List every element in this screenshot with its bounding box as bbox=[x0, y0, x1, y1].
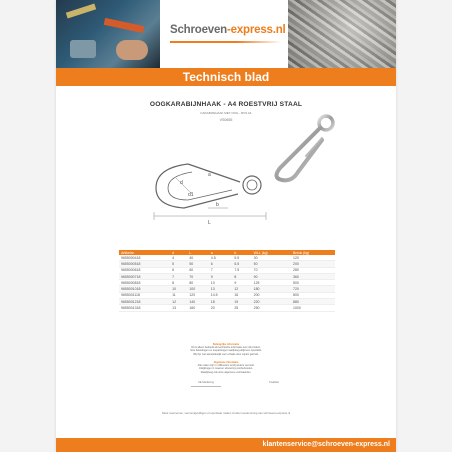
signature-left-label: CE Markering bbox=[198, 381, 214, 384]
logo-area bbox=[160, 0, 288, 68]
table-cell: 12 bbox=[170, 299, 187, 305]
spec-table bbox=[119, 250, 335, 312]
table-cell: 120 bbox=[291, 255, 335, 261]
dim-l-label: L bbox=[208, 220, 211, 226]
notes-title-1: Belangrijke informatie bbox=[212, 343, 240, 346]
table-cell: 40 bbox=[187, 255, 208, 261]
table-cell: 140 bbox=[187, 299, 208, 305]
table-cell: 6 bbox=[209, 261, 233, 267]
table-cell: 9655000418 bbox=[119, 255, 170, 261]
table-cell: 9655000818 bbox=[119, 280, 170, 286]
table-cell: 9655001218 bbox=[119, 299, 170, 305]
table-cell: 9655001118 bbox=[119, 292, 170, 298]
product-subtitle: KARABIJNHAAK MET OOG - RVS A4 bbox=[200, 111, 252, 115]
table-cell: 70 bbox=[187, 273, 208, 279]
table-cell: 8 bbox=[170, 280, 187, 286]
table-header: b bbox=[232, 250, 251, 255]
table-header: a bbox=[209, 250, 233, 255]
table-cell: 18 bbox=[209, 299, 233, 305]
logo-accent-text: -express.nl bbox=[227, 24, 286, 36]
table-cell: 5 bbox=[170, 261, 187, 267]
table-cell: 7 bbox=[209, 267, 233, 273]
table-cell: 7 bbox=[170, 273, 187, 279]
table-cell: 800 bbox=[291, 292, 335, 298]
table-cell: 880 bbox=[291, 299, 335, 305]
table-cell: 70 bbox=[252, 267, 291, 273]
dim-b-label: b bbox=[216, 202, 219, 208]
notes-block-2 bbox=[56, 361, 396, 374]
table-cell: 9655000518 bbox=[119, 261, 170, 267]
table-cell: 9655001318 bbox=[119, 305, 170, 311]
notes-line: Wij zijn niet aansprakelijk voor schade door onjuist gebruik. bbox=[193, 352, 259, 356]
table-cell: 280 bbox=[291, 267, 335, 273]
table-cell: 11 bbox=[170, 292, 187, 298]
logo[interactable] bbox=[170, 24, 286, 36]
table-cell: 220 bbox=[252, 299, 291, 305]
table-cell: 125 bbox=[252, 280, 291, 286]
table-cell: 9655000718 bbox=[119, 273, 170, 279]
notes-title-2: Algemene informatie bbox=[213, 361, 239, 364]
header-images bbox=[56, 0, 396, 68]
table-cell: 500 bbox=[291, 280, 335, 286]
footer-bar bbox=[56, 438, 396, 452]
dim-a-label: a bbox=[208, 172, 211, 178]
table-cell: 100 bbox=[187, 286, 208, 292]
product-code: VS0655 bbox=[219, 118, 233, 122]
table-cell: 1000 bbox=[291, 305, 335, 311]
logo-main-text: Schroeven bbox=[170, 24, 228, 36]
table-header: Artikelnr. bbox=[119, 250, 170, 255]
table-cell: 4.5 bbox=[209, 255, 233, 261]
table-cell: 5.5 bbox=[232, 255, 251, 261]
table-cell: 60 bbox=[187, 267, 208, 273]
table-cell: 4 bbox=[170, 255, 187, 261]
table-cell: 6 bbox=[170, 267, 187, 273]
technical-drawing bbox=[148, 156, 298, 226]
product-title: OOGKARABIJNHAAK - A4 ROESTVRIJ STAAL bbox=[149, 101, 303, 108]
table-row bbox=[119, 305, 335, 311]
table-cell: 13 bbox=[209, 286, 233, 292]
table-cell: 9 bbox=[209, 273, 233, 279]
notes-line: Alle maten zijn in millimeters tenzij anders vermeld. bbox=[197, 364, 255, 368]
footer-copyright: Niets overnemen, vermenigvuldigen of openbaar maken zonder toestemming van schroeven-express.nl bbox=[161, 411, 291, 415]
table-header: Breuk (kg) bbox=[291, 250, 335, 255]
table-cell: 9 bbox=[232, 280, 251, 286]
table-cell: 20 bbox=[209, 305, 233, 311]
table-cell: 120 bbox=[187, 292, 208, 298]
table-cell: 7.5 bbox=[232, 267, 251, 273]
table-cell: 9655000618 bbox=[119, 267, 170, 273]
table-cell: 200 bbox=[252, 292, 291, 298]
tools-photo bbox=[56, 0, 160, 68]
table-cell: 13 bbox=[170, 305, 187, 311]
table-cell: 19 bbox=[232, 299, 251, 305]
table-cell: 360 bbox=[291, 273, 335, 279]
table-header: d bbox=[170, 250, 187, 255]
dim-d1-label: d1 bbox=[188, 192, 194, 198]
banner-title: Technisch blad bbox=[56, 68, 396, 86]
table-header: WLL (kg) bbox=[252, 250, 291, 255]
table-cell: 30 bbox=[252, 255, 291, 261]
table-cell: 180 bbox=[252, 286, 291, 292]
table-header: L bbox=[187, 250, 208, 255]
table-cell: 160 bbox=[187, 305, 208, 311]
table-cell: 14.5 bbox=[209, 292, 233, 298]
table-cell: 12 bbox=[232, 286, 251, 292]
table-cell: 720 bbox=[291, 286, 335, 292]
footer-email-link[interactable]: klantenservice@schroeven-express.nl bbox=[262, 441, 390, 448]
datasheet-page bbox=[56, 0, 396, 452]
table-cell: 16 bbox=[232, 292, 251, 298]
table-cell: 8 bbox=[232, 273, 251, 279]
notes-line: Voor belastingen en toepassingen raadpleeg altijd een specialist. bbox=[190, 349, 262, 353]
table-cell: 80 bbox=[187, 280, 208, 286]
logo-underline bbox=[170, 41, 282, 43]
table-cell: 90 bbox=[252, 273, 291, 279]
notes-block-1 bbox=[56, 343, 396, 356]
dim-d-label: d bbox=[180, 180, 183, 186]
table-cell: 50 bbox=[187, 261, 208, 267]
table-cell: 9655001018 bbox=[119, 286, 170, 292]
table-cell: 6.5 bbox=[232, 261, 251, 267]
notes-line: Dit is alleen bedoeld als technische informatie over dit product. bbox=[191, 346, 261, 350]
notes-line: Afwijkingen in maat en uitvoering voorbehouden. bbox=[199, 367, 253, 371]
screws-photo bbox=[288, 0, 396, 68]
table-cell: 10 bbox=[209, 280, 233, 286]
table-cell: 50 bbox=[252, 261, 291, 267]
table-cell: 10 bbox=[170, 286, 187, 292]
table-cell: 250 bbox=[252, 305, 291, 311]
table-cell: 200 bbox=[291, 261, 335, 267]
notes-line: Raadpleeg ook onze algemene voorwaarden. bbox=[200, 370, 252, 374]
signature-right-label: Kwaliteit bbox=[269, 381, 279, 384]
table-cell: 25 bbox=[232, 305, 251, 311]
